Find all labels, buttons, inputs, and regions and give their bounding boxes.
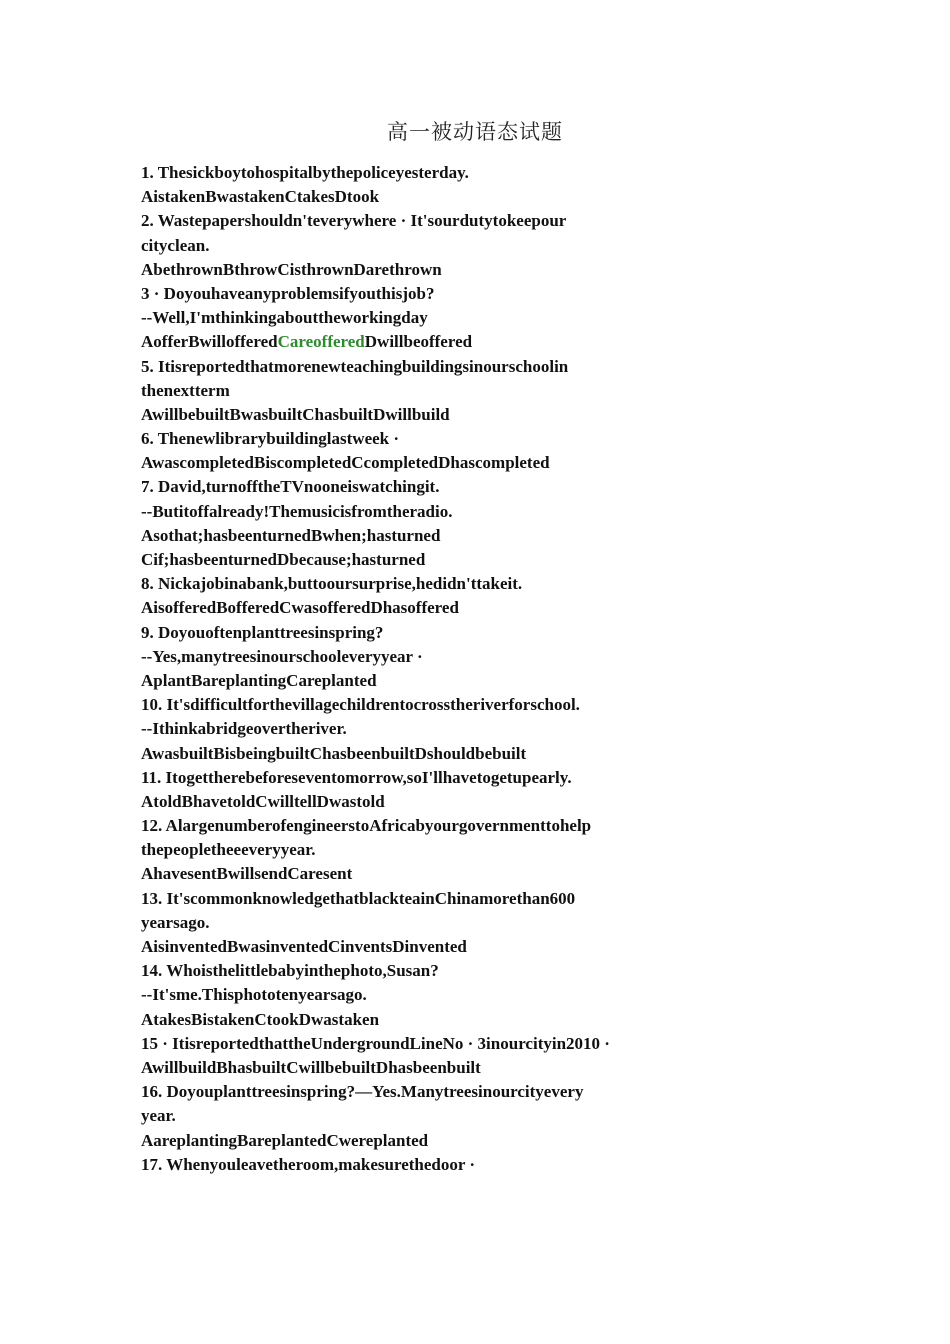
- text-line: AtoldBhavetoldCwilltellDwastold: [141, 791, 385, 811]
- text-line: 7. David,turnofftheTVnooneiswatchingit.: [141, 477, 440, 497]
- text-line: 6. Thenewlibrarybuildinglastweek ·: [141, 429, 400, 449]
- option-text: AofferBwilloffered: [141, 332, 278, 352]
- text-line: 11. Itogettherebeforeseventomorrow,soI'llhavetogetupearly.: [141, 767, 572, 787]
- text-line: AhavesentBwillsendCaresent: [141, 864, 353, 884]
- text-line: --It'sme.Thisphototenyearsago.: [141, 985, 367, 1005]
- question-list: [141, 161, 661, 1177]
- text-line: --Well,I'mthinkingabouttheworkingday: [141, 308, 428, 328]
- text-line: AwascompletedBiscompletedCcompletedDhascompleted: [141, 453, 550, 473]
- text-line: AwillbuildBhasbuiltCwillbebuiltDhasbeenbuilt: [141, 1057, 481, 1077]
- text-line: 13. It'scommonknowledgethatblackteainChinamorethan600: [141, 888, 576, 908]
- option-text: Dwillbeoffered: [364, 332, 473, 352]
- text-line: AbethrownBthrowCisthrownDarethrown: [141, 259, 442, 279]
- text-line: AisinventedBwasinventedCinventsDinvented: [141, 937, 467, 956]
- text-line: AisofferedBofferedCwasofferedDhasoffered: [141, 598, 459, 618]
- text-line: thenextterm: [141, 380, 230, 400]
- text-line: thepeopletheeeveryyear.: [141, 840, 316, 860]
- text-line: 16. Doyouplanttreesinspring?—Yes.Manytreesinourcityevery: [141, 1082, 584, 1102]
- text-line: AwasbuiltBisbeingbuiltChasbeenbuiltDshouldbebuilt: [141, 743, 527, 763]
- text-line: --Ithinkabridgeovertheriver.: [141, 719, 347, 739]
- text-line: Cif;hasbeenturnedDbecause;hasturned: [141, 550, 426, 569]
- text-line: cityclean.: [141, 235, 210, 255]
- text-line: 5. Itisreportedthatmorenewteachingbuildingsinourschoolin: [141, 356, 569, 376]
- text-line: [141, 330, 661, 354]
- text-line: 3 · Doyouhaveanyproblemsifyouthisjob?: [141, 283, 435, 303]
- text-line: 12. AlargenumberofengineerstoAfricabyourgovernmenttohelp: [141, 816, 592, 836]
- text-line: 2. Wastepapershouldn'teverywhere · It'sourdutytokeepour: [141, 211, 567, 231]
- text-line: 15 · ItisreportedthattheUndergroundLineNo · 3inourcityin2010 ·: [141, 1033, 610, 1053]
- text-line: year.: [141, 1106, 176, 1126]
- text-line: AwillbebuiltBwasbuiltChasbuiltDwillbuild: [141, 404, 450, 424]
- text-line: AareplantingBareplantedCwereplanted: [141, 1130, 429, 1150]
- text-line: --Yes,manytreesinourschooleveryyear ·: [141, 646, 423, 666]
- text-line: 14. Whoisthelittlebabyinthephoto,Susan?: [141, 961, 439, 981]
- text-line: 9. Doyouoftenplanttreesinspring?: [141, 622, 384, 642]
- text-line: 10. It'sdifficultforthevillagechildrentocrosstheriverforschool.: [141, 695, 580, 715]
- highlighted-answer: Careoffered: [277, 332, 365, 352]
- text-line: AistakenBwastakenCtakesDtook: [141, 187, 380, 207]
- text-line: yearsago.: [141, 912, 210, 932]
- text-line: --Butitoffalready!Themusicisfromtheradio.: [141, 501, 453, 521]
- text-line: 17. Whenyouleavetheroom,makesurethedoor ·: [141, 1154, 476, 1174]
- text-line: 8. Nickajobinabank,buttooursurprise,hedidn'ttakeit.: [141, 574, 523, 594]
- text-line: AtakesBistakenCtookDwastaken: [141, 1009, 380, 1029]
- text-line: Asothat;hasbeenturnedBwhen;hasturned: [141, 525, 441, 545]
- text-line: 1. Thesickboytohospitalbythepoliceyesterday.: [141, 163, 469, 182]
- document-title: 高一被动语态试题: [387, 120, 563, 144]
- text-line: AplantBareplantingCareplanted: [141, 670, 377, 690]
